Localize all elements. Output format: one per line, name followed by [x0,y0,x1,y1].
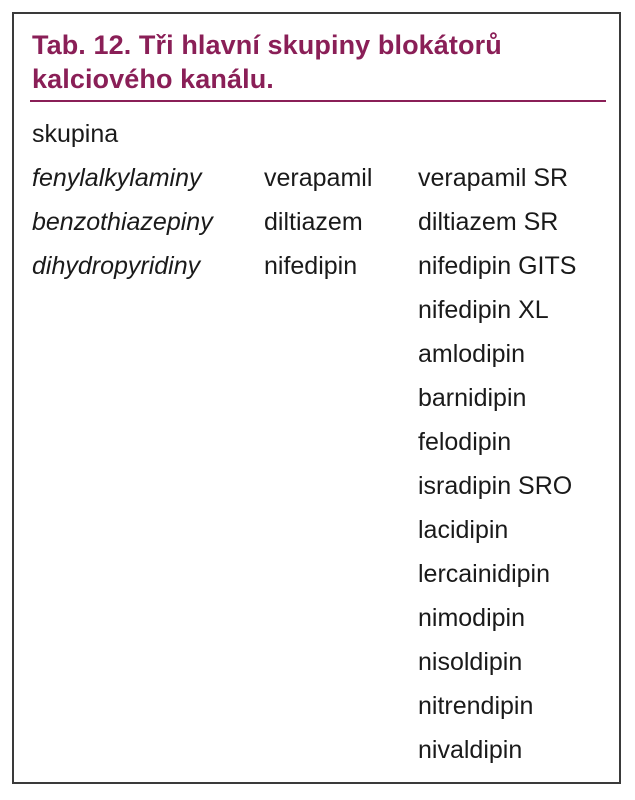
form-cell: isradipin SRO [418,472,573,500]
base-drug-cell: verapamil [264,164,373,192]
form-cell: barnidipin [418,384,527,412]
forms-column [418,156,576,772]
column-header-skupina: skupina [32,120,119,148]
title-divider [30,100,606,102]
form-cell: felodipin [418,428,512,456]
form-cell: nifedipin GITS [418,252,577,280]
base-drugs-column [264,156,372,288]
form-cell: diltiazem SR [418,208,559,236]
form-cell: lercainidipin [418,560,551,588]
group-cell: fenylalkylaminy [32,164,202,192]
table-frame [12,12,621,784]
form-cell: nisoldipin [418,648,523,676]
group-cell: dihydropyridiny [32,252,201,280]
group-cell: benzothiazepiny [32,208,213,236]
form-cell: nitrendipin [418,692,534,720]
form-cell: nifedipin XL [418,296,549,324]
form-cell: amlodipin [418,340,526,368]
base-drug-cell: diltiazem [264,208,363,236]
form-cell: lacidipin [418,516,509,544]
form-cell: nimodipin [418,604,526,632]
form-cell: nivaldipin [418,736,523,764]
table-title-line-2: kalciového kanálu. [32,64,274,94]
form-cell: verapamil SR [418,164,569,192]
base-drug-cell: nifedipin [264,252,358,280]
groups-column [32,156,213,288]
table-title-line-1: Tab. 12. Tři hlavní skupiny blokátorů [32,30,502,60]
table-title [32,28,602,96]
